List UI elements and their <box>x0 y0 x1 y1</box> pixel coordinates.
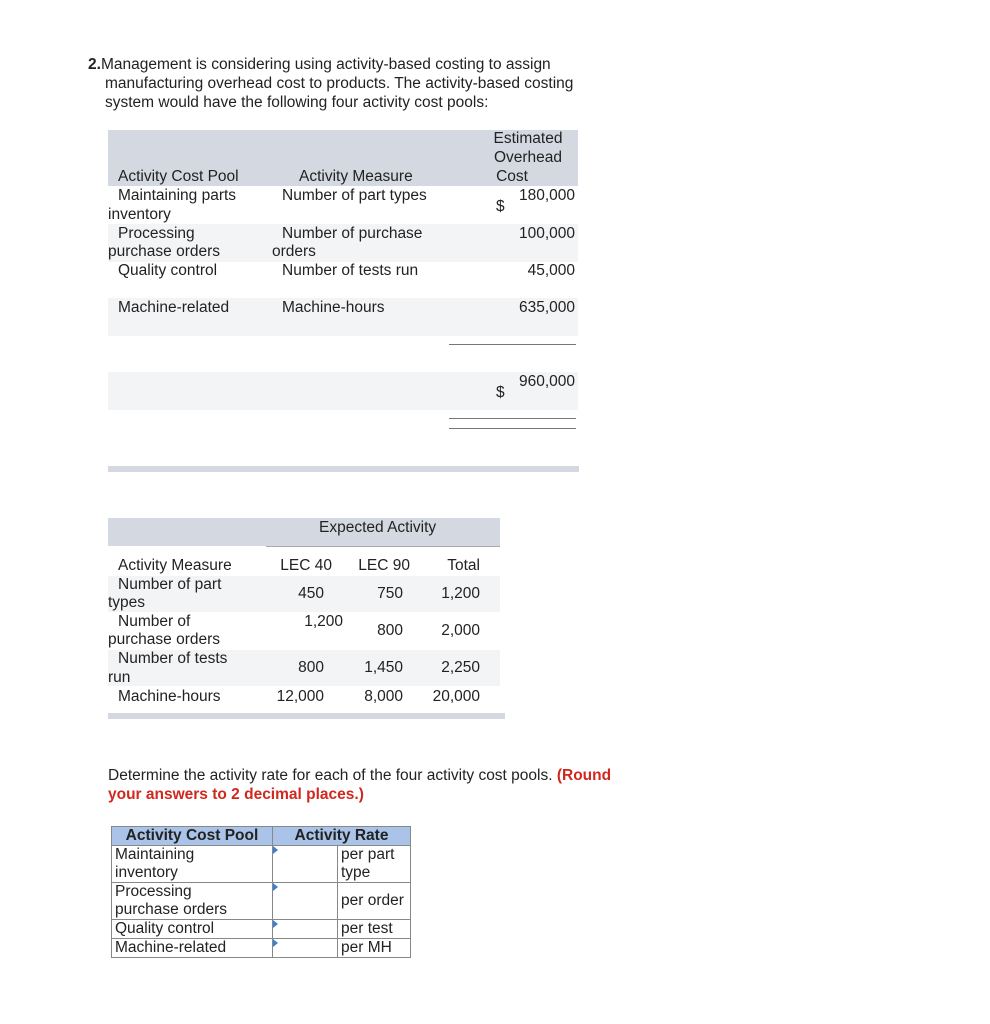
pool-label: Maintaining inventory <box>112 846 273 883</box>
activity-measure-cont: run <box>108 669 131 686</box>
pool-name: Processing <box>118 225 195 242</box>
lec90-value: 8,000 <box>364 688 403 705</box>
processing-orders-rate-input[interactable] <box>276 892 332 908</box>
pool-label: Processing purchase orders <box>112 883 273 920</box>
lec90-value: 1,450 <box>364 659 403 676</box>
table-bottom-bar <box>108 466 579 472</box>
header-cost-line-1: Estimated <box>493 130 563 147</box>
lec40-value: 800 <box>298 659 324 676</box>
lec40-value: 450 <box>298 585 324 602</box>
header-cost-line-2: Overhead <box>493 149 563 166</box>
activity-measure-cont: types <box>108 594 146 611</box>
quality-control-rate-input[interactable] <box>276 920 332 936</box>
table-header-band <box>108 518 500 546</box>
rate-unit: per order <box>338 883 411 920</box>
overhead-cost: 180,000 <box>518 187 575 204</box>
activity-measure: Number of <box>118 613 191 630</box>
question-text-line-3: system would have the following four activity cost pools: <box>105 94 489 111</box>
lec90-value: 800 <box>377 622 403 639</box>
activity-rate-answer-table <box>111 826 411 958</box>
activity-measure-cont: purchase orders <box>108 631 221 648</box>
lec40-value: 12,000 <box>276 688 324 705</box>
activity-rate-input-cell[interactable] <box>273 920 338 939</box>
header-activity-cost-pool: Activity Cost Pool <box>112 827 273 846</box>
table-bottom-bar <box>108 713 505 719</box>
total-double-rule-top <box>449 418 576 419</box>
total-currency-symbol: $ <box>496 384 505 401</box>
table-row <box>112 939 411 958</box>
table-row <box>112 920 411 939</box>
header-cost-line-3: Cost <box>496 168 528 185</box>
rate-unit: per test <box>338 920 411 939</box>
question-text-line-1: 2.Management is considering using activity-based costing to assign <box>88 56 551 73</box>
pool-label: Quality control <box>112 920 273 939</box>
pool-name: Maintaining parts <box>118 187 237 204</box>
activity-measure: Number of purchase <box>282 225 423 242</box>
group-header-rule <box>266 546 500 547</box>
activity-measure: Machine-hours <box>118 688 221 705</box>
subtotal-rule <box>449 344 576 345</box>
activity-measure: Number of part <box>118 576 222 593</box>
activity-measure: Number of part types <box>282 187 427 204</box>
pool-name: Quality control <box>118 262 218 279</box>
pool-name-cont: inventory <box>108 206 171 223</box>
lec40-value: 1,200 <box>304 613 343 630</box>
overhead-cost: 100,000 <box>518 225 575 242</box>
maintaining-inventory-rate-input[interactable] <box>276 855 332 871</box>
total-value: 20,000 <box>432 688 480 705</box>
total-value: 2,000 <box>441 622 480 639</box>
activity-measure: Number of tests run <box>282 262 419 279</box>
total-double-rule-bottom <box>449 428 576 429</box>
question-number: 2. <box>88 56 101 73</box>
table-row <box>112 883 411 920</box>
pool-name: Machine-related <box>118 299 230 316</box>
activity-measure-cont: orders <box>272 243 316 260</box>
question-text-line-2: manufacturing overhead cost to products. The activity-based costing <box>105 75 574 92</box>
overhead-cost: 635,000 <box>518 299 575 316</box>
header-activity-cost-pool: Activity Cost Pool <box>118 168 239 185</box>
activity-rate-input-cell[interactable] <box>273 883 338 920</box>
total-value: 1,200 <box>441 585 480 602</box>
pool-label: Machine-related <box>112 939 273 958</box>
header-lec90: LEC 90 <box>358 557 410 574</box>
activity-measure: Machine-hours <box>282 299 385 316</box>
activity-rate-input-cell[interactable] <box>273 846 338 883</box>
lec90-value: 750 <box>377 585 403 602</box>
table-row <box>112 846 411 883</box>
activity-measure: Number of tests <box>118 650 228 667</box>
pool-name-cont: purchase orders <box>108 243 221 260</box>
header-total: Total <box>447 557 480 574</box>
currency-symbol: $ <box>496 198 505 215</box>
instruction-line-1: Determine the activity rate for each of the four activity cost pools. (Round <box>108 767 612 784</box>
instruction-line-2: your answers to 2 decimal places.) <box>108 786 364 803</box>
header-activity-rate: Activity Rate <box>273 827 411 846</box>
overhead-cost: 45,000 <box>527 262 575 279</box>
total-overhead-cost: 960,000 <box>518 373 575 390</box>
header-activity-measure: Activity Measure <box>118 557 232 574</box>
rate-unit: per MH <box>338 939 411 958</box>
header-lec40: LEC 40 <box>280 557 332 574</box>
total-value: 2,250 <box>441 659 480 676</box>
activity-rate-input-cell[interactable] <box>273 939 338 958</box>
machine-related-rate-input[interactable] <box>276 939 332 955</box>
rate-unit: per part type <box>338 846 411 883</box>
header-expected-activity: Expected Activity <box>319 519 437 536</box>
header-activity-measure: Activity Measure <box>299 168 413 185</box>
